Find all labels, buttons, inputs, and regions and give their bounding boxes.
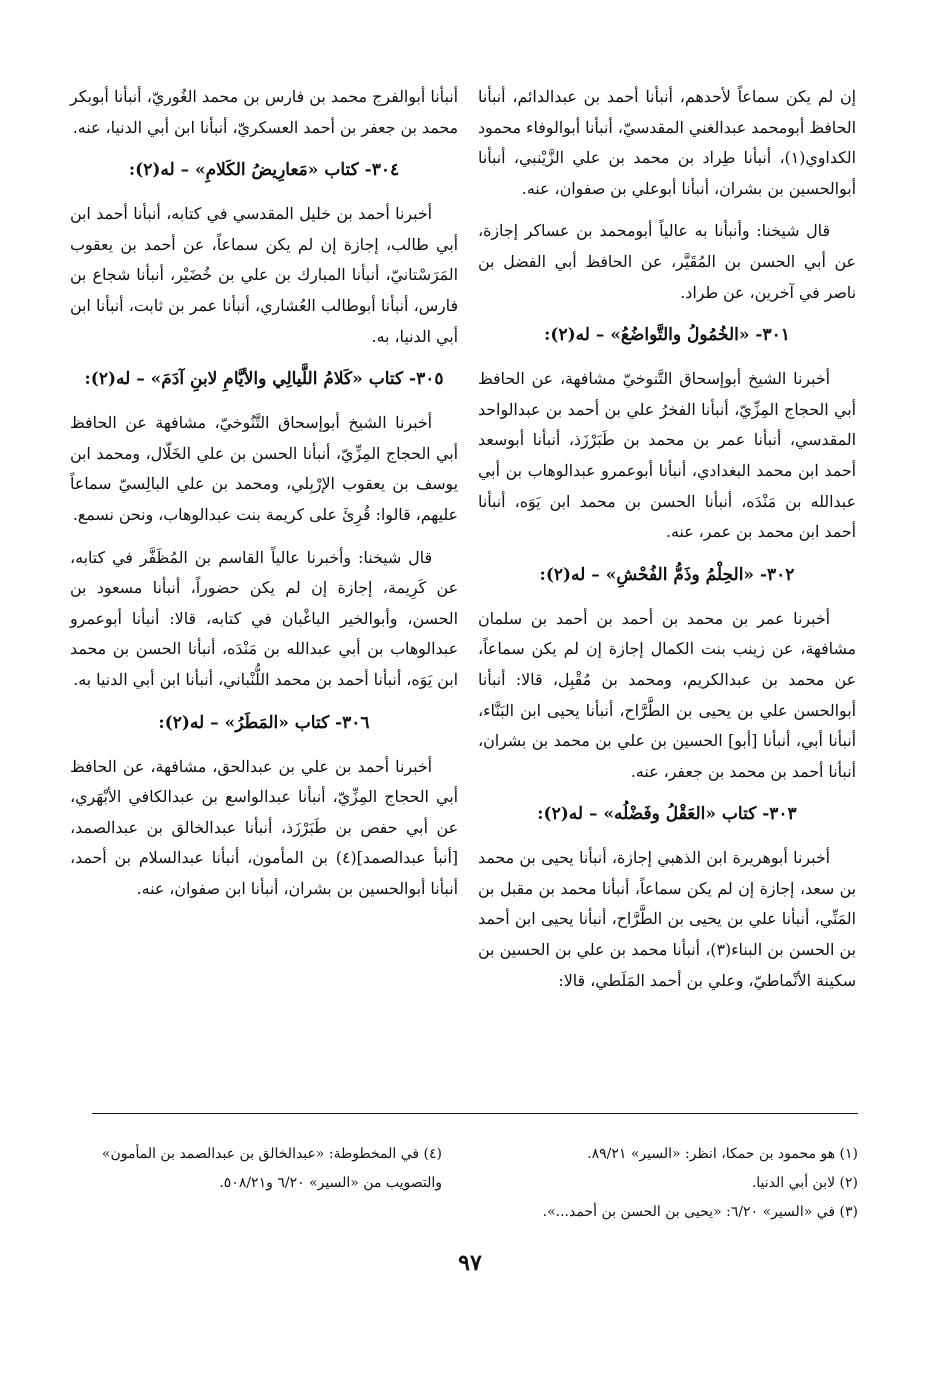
paragraph: أخبرنا عمر بن محمد بن أحمد بن أحمد بن سلمان مشافهة، عن زينب بنت الكمال إجازة إن لم يكن سماعاً، عن محمد بن عبدالكريم، ومحمد بن مُقْبِل، قالا: أنبأنا أبوالحسن علي بن يحيى بن الطَّرَّاح، أنبأنا يحيى ابن البَنَّاء، أنبأنا أبي، أنبأنا [أبو] الحسين بن علي بن محمد بن بشران، أنبأنا أحمد بن محمد بن جعفر، عنه. <box>478 608 856 781</box>
section-heading-302: ٣٠٢- «الحِلْمُ وذَمُّ الفُحْشِ» – له(٢): <box>539 564 795 585</box>
paragraph: أخبرنا أحمد بن خليل المقدسي في كتابه، أنبأنا أحمد ابن أبي طالب، إجازة إن لم يكن سماعاً، عن أحمد بن يعقوب المَرَسْتانيّ، أنبأنا المبارك بن علي بن خُضَيْر، أنبأنا شجاع بن فارس، أنبأنا أبوطالب العُشاري، أنبأنا عمر بن ثابت، أنبأنا ابن أبي الدنيا، به. <box>70 204 458 346</box>
footnotes-left <box>92 1140 442 1198</box>
paragraph: أخبرنا أبوهريرة ابن الذهبي إجازة، أنبأنا يحيى بن محمد بن سعد، إجازة إن لم يكن سماعاً، أنبأنا محمد بن مقبل بن المَنِّي، أنبأنا علي بن يحيى بن الطَّرَّاح، أنبأنا يحيى ابن أحمد بن الحسن بن البناء(٣)، أنبأنا محمد بن علي بن الحسين بن سكينة الأنْماطيّ، وعلي بن أحمد المَلَطي، قالا: <box>478 848 856 990</box>
left-column <box>70 82 458 916</box>
footnote-4: (٤) في المخطوطة: «عبدالخالق بن عبدالصمد بن المأمون» والتصويب من «السير» ٦/٢٠ و٥٠٨/٢١. <box>101 1146 442 1191</box>
section-heading-306: ٣٠٦- كتاب «المَطَرُ» – له(٢): <box>158 712 370 733</box>
paragraph: قال شيخنا: وأخبرنا عالياً القاسم بن المُظَفَّر في كتابه، عن كَرِيمة، إجازة إن لم يكن حضوراً، أنبأنا مسعود بن الحسن، وأبوالخير الباغْبان في كتابه، قالا: أنبأنا أبوعمرو عبدالوهاب بن أبي عبدالله بن مَنْدَه، أنبأنا الحسن بن محمد ابن يَوَه، أنبأنا أحمد بن محمد اللُّنْباني، أنبأنا ابن أبي الدنيا به. <box>70 547 458 689</box>
footnote-divider <box>92 1113 858 1114</box>
paragraph: إن لم يكن سماعاً لأحدهم، أنبأنا أحمد بن عبدالدائم، أنبأنا الحافظ أبومحمد عبدالغني المقدسيّ، أنبأنا أبوالوفاء محمود الكداوي(١)، أنبأنا طِراد بن محمد بن علي الزَّيْنبي، أنبأنا أبوالحسين بن بشران، أنبأنا أبوعلي بن صفوان، عنه. <box>478 87 856 198</box>
paragraph: أنبأنا أبوالفرج محمد بن فارس بن محمد الغُوريّ، أنبأنا أبوبكر محمد بن جعفر بن أحمد العسكريّ، أنبأنا ابن أبي الدنيا، عنه. <box>70 87 458 137</box>
footnote-1: (١) هو محمود بن حمكا، انظر: «السير» ٨٩/٢١. <box>587 1146 858 1162</box>
right-column <box>478 82 856 1008</box>
paragraph: أخبرنا أحمد بن علي بن عبدالحق، مشافهة، عن الحافظ أبي الحجاج المِزِّيّ، أنبأنا عبدالواسع بن عبدالكافي الأبْهَري، عن أبي حفص بن طَبَرْزَذ، أنبأنا عبدالخالق بن عبدالصمد، [أنبأ عبدالصمد](٤) بن المأمون، أنبأنا عبدالسلام بن أحمد، أنبأنا أبوالحسين بن بشران، أنبأنا ابن صفوان، عنه. <box>70 756 459 898</box>
footnote-2: (٢) لابن أبي الدنيا. <box>751 1175 858 1191</box>
page-number: ٩٧ <box>458 1250 482 1276</box>
paragraph: أخبرنا الشيخ أبوإسحاق التَّنُوخيّ، مشافهة عن الحافظ أبي الحجاج المِزِّيّ، أنبأنا الحسن بن علي الخَلّال، ومحمد ابن يوسف بن يعقوب الإرْبِلي، ومحمد بن علي البالِسيّ سماعاً عليهم، قالوا: قُرِئَ على كريمة بنت عبدالوهاب، ونحن نسمع. <box>70 413 458 524</box>
paragraph: قال شيخنا: وأنبأنا به عالياً أبومحمد بن عساكر إجازة، عن أبي الحسن بن المُقَيَّر، عن الحافظ أبي الفضل بن ناصر في آخرين، عن طراد. <box>478 221 856 302</box>
footnote-3: (٣) في «السير» ٦/٢٠: «يحيى بن الحسن بن أحمد...». <box>542 1204 858 1220</box>
section-heading-303: ٣٠٣- كتاب «العَقْلُ وفَضْلُه» – له(٢): <box>537 804 797 825</box>
section-heading-304: ٣٠٤- كتاب «مَعارِيضُ الكَلامِ» – له(٢): <box>128 160 400 181</box>
paragraph: أخبرنا الشيخ أبوإسحاق التَّنوخيّ مشافهة، عن الحافظ أبي الحجاج المِزِّيّ، أنبأنا الفخرُ علي بن أحمد بن عبدالواحد المقدسي، أنبأنا عمر بن محمد بن طَبَرْزَذ، أنبأنا أبوسعد أحمد ابن محمد البغدادي، أنبأنا أبوعمرو عبدالوهاب بن أبي عبدالله بن مَنْدَه، أنبأنا الحسن بن محمد ابن يَوَه، أنبأنا أحمد ابن محمد بن عمر، عنه. <box>478 369 856 542</box>
section-heading-301: ٣٠١- «الخُمُولُ والتَّواضُعُ» – له(٢): <box>544 325 790 346</box>
section-heading-305: ٣٠٥- كتاب «كَلامُ اللَّيالِي والأيَّامِ لابنِ آدَمَ» – له(٢): <box>84 369 444 390</box>
footnotes-right <box>478 1140 858 1227</box>
